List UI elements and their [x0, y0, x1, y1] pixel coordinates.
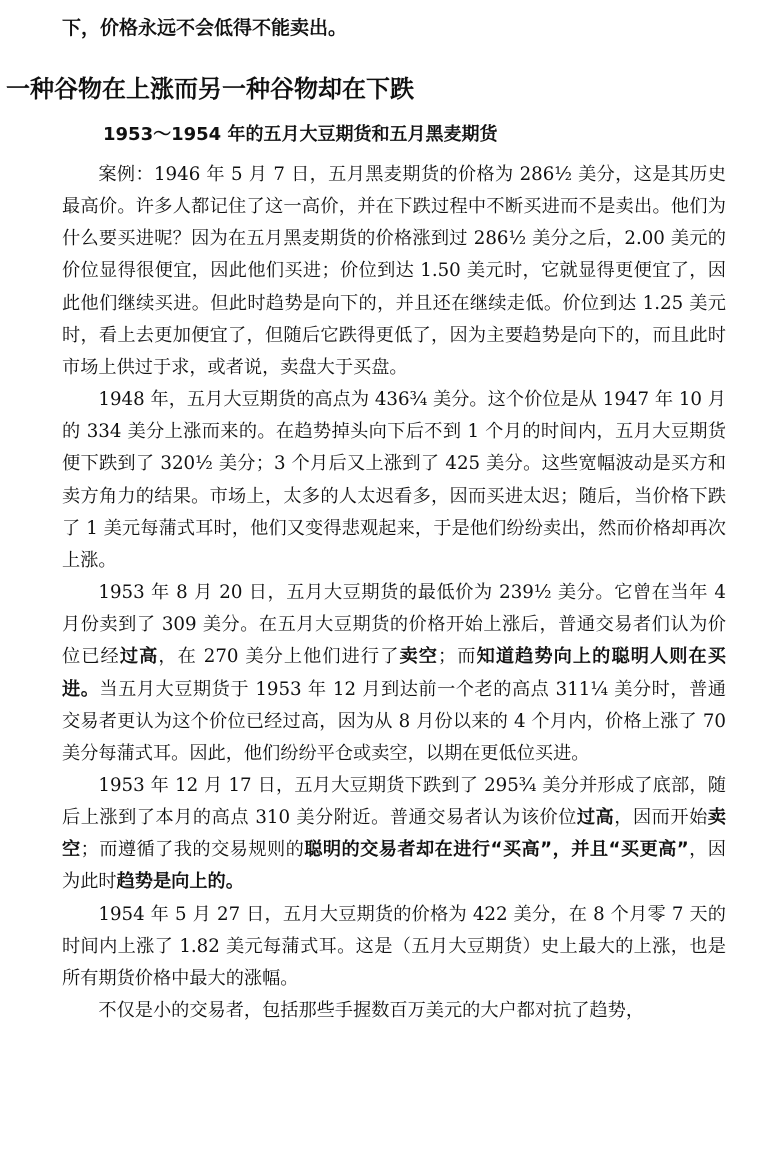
- text-run: 当五月大豆期货于 1953 年 12 月到达前一个老的高点 311¼ 美分时，普通交易者更认为这个价位已经过高，因为从 8 月份以来的 4 个月内，价格上涨了 70 美分每蒲式耳。因此，他们纷纷平仓或卖空，以期在更低位买进。: [62, 678, 726, 764]
- paragraph-soybean-1954: 1954 年 5 月 27 日，五月大豆期货的价格为 422 美分，在 8 个月零 7 天的时间内上涨了 1.82 美元每蒲式耳。这是（五月大豆期货）史上最大的上涨，也是所有期货价格中最大的涨幅。: [62, 903, 726, 989]
- emphasis-trend: 趋势: [116, 871, 153, 893]
- emphasis-too-high: 过高: [576, 807, 615, 829]
- emphasis-upward: 是向上的。: [152, 871, 244, 893]
- text-run: 1953 年 12 月 17 日，五月大豆期货下跌到了 295¾ 美分并形成了底部，随后上涨到了本月的高点 310 美分附近。普通交易者认为该价位: [62, 774, 726, 829]
- text-run: ；而: [438, 646, 477, 668]
- emphasis-too-high: 过高: [119, 646, 159, 668]
- text-run: ，因为此时: [62, 839, 726, 893]
- text-run: ，因而开始: [614, 807, 708, 829]
- emphasis-short-sell: 卖空: [62, 807, 726, 861]
- continuation-line: 下，价格永远不会低得不能卖出。: [62, 17, 348, 39]
- subsection-heading: 1953～1954 年的五月大豆期货和五月黑麦期货: [103, 124, 498, 145]
- paragraph-closing: 不仅是小的交易者，包括那些手握数百万美元的大户都对抗了趋势，: [98, 1000, 645, 1022]
- paragraph-soybean-1953-dec: [62, 770, 726, 899]
- section-heading: 一种谷物在上涨而另一种谷物却在下跌: [6, 75, 414, 103]
- paragraph-soybean-1953-aug: [62, 577, 726, 770]
- emphasis-smart-buyers: 知道趋势向上的聪明人则在买进。: [62, 646, 726, 700]
- emphasis-short-sell: 卖空: [399, 646, 439, 668]
- paragraph-soybean-1948: 1948 年，五月大豆期货的高点为 436¾ 美分。这个价位是从 1947 年 10 月的 334 美分上涨而来的。在趋势掉头向下后不到 1 个月的时间内，五月大豆期货便下跌到了 320½ 美分；3 个月后又上涨到了 425 美分。这些宽幅波动是买方和卖方角力的结果。市场上，太多的人太迟看多，因而买进太迟；随后，当价格下跌了 1 美元每蒲式耳时，他们又变得悲观起来，于是他们纷纷卖出，然而价格却再次上涨。: [62, 389, 726, 571]
- text-run: ，在 270 美分上他们进行了: [158, 646, 400, 668]
- text-run: 1953 年 8 月 20 日，五月大豆期货的最低价为 239½ 美分。它曾在当年 4 月份卖到了 309 美分。在五月大豆期货的价格开始上涨后，普通交易者们认为价位已经: [62, 582, 726, 668]
- text-run: ；而遵循了我的交易规则的: [80, 839, 305, 861]
- emphasis-smart-traders: 聪明的交易者却在进行“买高”，并且“买更高”: [304, 839, 689, 861]
- body-text: [62, 159, 726, 1027]
- paragraph-rye-case: 案例：1946 年 5 月 7 日，五月黑麦期货的价格为 286½ 美分，这是其历史最高价。许多人都记住了这一高价，并在下跌过程中不断买进而不是卖出。他们为什么要买进呢？因为在五月黑麦期货的价格涨到过 286½ 美分之后，2.00 美元的价位显得很便宜，因此他们买进；价位到达 1.50 美元时，它就显得更便宜了，因此他们继续买进。但此时趋势是向下的，并且还在继续走低。价位到达 1.25 美元时，看上去更加便宜了，但随后它跌得更低了，因为主要趋势是向下的，而且此时市场上供过于求，或者说，卖盘大于买盘。: [62, 164, 726, 378]
